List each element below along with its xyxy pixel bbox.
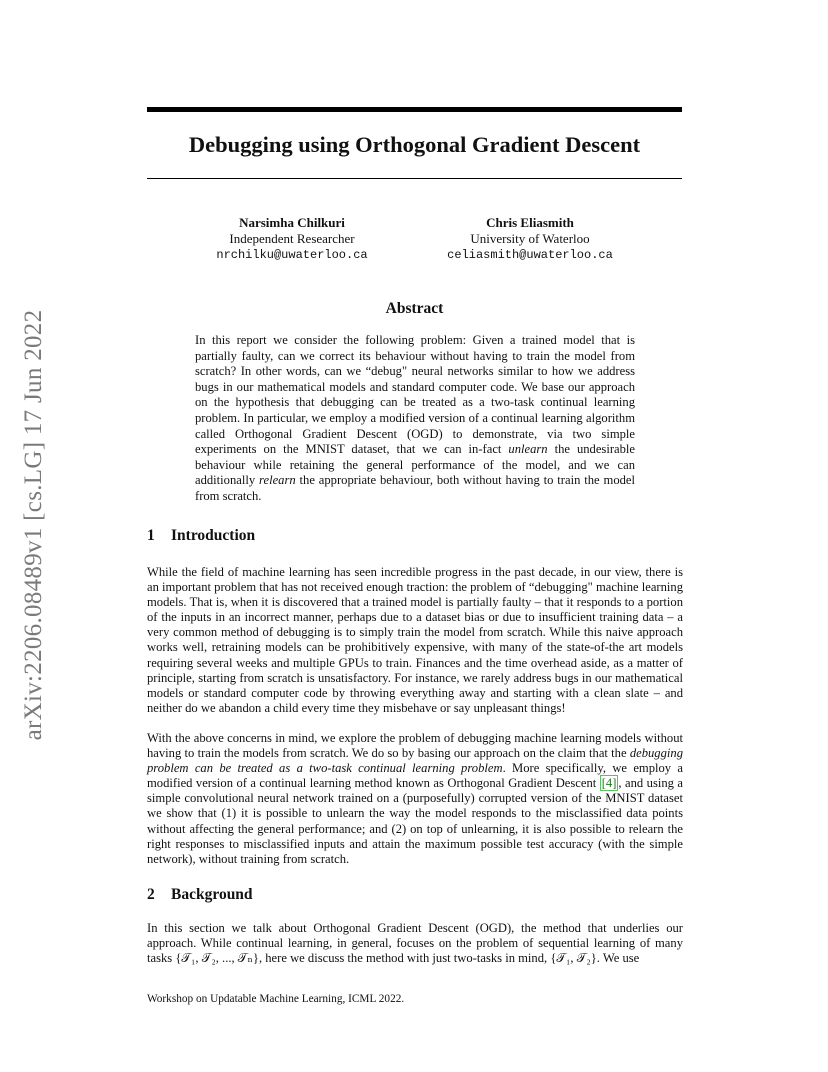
abstract-text-part: the undesirable behaviour while retaining the general performance of the model, and we can additionally: [195, 442, 636, 488]
intro-paragraph-1: While the field of machine learning has seen incredible progress in the past decade, in our view, there is an important problem that has not received enough traction: the problem of “debugging" machine learning models. That is, when it is discovered that a trained model is partially faulty – that it responds to a portion of the inputs in an incorrect manner, perhaps due to a dataset bias or due to insufficient training data – a very common method of debugging is to simply train the model from scratch. While this naive approach works well, retraining models can be prohibitively expensive, with many of the state-of-the art models requiring several weeks and multiple GPUs to train. Finances and the time overhead aside, as a matter of principle, starting from scratch is unsatisfactory. For instance, we rarely address bugs in our mathematical models or standard computer code by throwing everything away and starting with a clean slate – and neither do we abandon a child every time they misbehave or say unpleasant things!: [147, 565, 684, 715]
author-block-1: [167, 215, 417, 263]
abstract-text-part: In this report we consider the following problem: Given a trained model that is partially faulty, can we correct its behaviour without having to train the model from scratch? In other words, can we “debug" neural networks similar to how we address bugs in our mathematical models and standard computer code. We base our approach on the hypothesis that debugging can be treated as a two-task continual learning problem. In particular, we employ a modified version of a continual learning algorithm called Orthogonal Gradient Descent (OGD) to demonstrate, via two simple experiments on the MNIST dataset, that we can in-fact: [195, 333, 635, 457]
section-number: 1: [147, 527, 155, 544]
section-heading-background: [147, 885, 253, 905]
author-block-2: [405, 215, 655, 263]
section-number: 2: [147, 886, 155, 903]
footnote-venue: Workshop on Updatable Machine Learning, ICML 2022.: [147, 993, 405, 1005]
math-two-task-set: {𝒯₁, 𝒯₂}: [550, 951, 597, 966]
math-task-set: {𝒯₁, 𝒯₂, ..., 𝒯ₙ}: [175, 951, 259, 966]
paragraph-text: , here we discuss the method with just two-tasks in mind,: [258, 951, 551, 966]
abstract-text-part: the appropriate behaviour, both without having to train the model from scratch.: [195, 473, 635, 503]
title-bottom-rule: [147, 178, 682, 179]
citation-link[interactable]: [4]: [601, 776, 617, 791]
paragraph-emphasis: debugging problem can be treated as a two-task continual learning problem: [147, 746, 683, 776]
abstract-emphasis-unlearn: unlearn: [508, 442, 548, 457]
author-name: Chris Eliasmith: [486, 215, 574, 230]
intro-paragraph-2: [147, 731, 683, 867]
paragraph-text: In this section we talk about Orthogonal Gradient Descent (OGD), the method that underlies our approach. While continual learning, in general, focuses on the problem of sequential learning of many tasks: [147, 921, 683, 966]
paragraph-text: , and using a simple convolutional neural network trained on a (purposefully) corrupted version of the MNIST dataset we show that (1) it is possible to unlearn the way the model responds to the misclassified data points without affecting the general performance; and (2) on top of unlearning, it is also possible to relearn the right responses to misclassified inputs and attain the maximum possible test accuracy (with the simple network), without training from scratch.: [147, 776, 683, 866]
author-email: celiasmith@uwaterloo.ca: [447, 248, 613, 262]
paragraph-text: With the above concerns in mind, we explore the problem of debugging machine learning models without having to train the models from scratch. We do so by basing our approach on the claim that the: [147, 731, 683, 761]
author-email: nrchilku@uwaterloo.ca: [216, 248, 368, 262]
author-affiliation: Independent Researcher: [229, 231, 355, 246]
section-title: Introduction: [171, 527, 256, 544]
author-affiliation: University of Waterloo: [470, 231, 590, 246]
title-top-rule: [147, 107, 682, 112]
section-title: Background: [171, 886, 253, 903]
arxiv-identifier: arXiv:2206.08489v1 [cs.LG] 17 Jun 2022: [20, 309, 47, 741]
author-name: Narsimha Chilkuri: [239, 215, 345, 230]
abstract-emphasis-relearn: relearn: [259, 473, 296, 488]
abstract-heading: Abstract: [385, 300, 444, 317]
section-heading-introduction: [147, 526, 255, 546]
background-paragraph: [147, 921, 683, 966]
paragraph-text: . More specifically, we employ a modified version of a continual learning method known as Orthogonal Gradient Descent: [147, 761, 683, 791]
abstract-text: [195, 333, 635, 505]
paragraph-text: . We use: [596, 951, 640, 966]
paper-title: Debugging using Orthogonal Gradient Descent: [188, 132, 641, 157]
